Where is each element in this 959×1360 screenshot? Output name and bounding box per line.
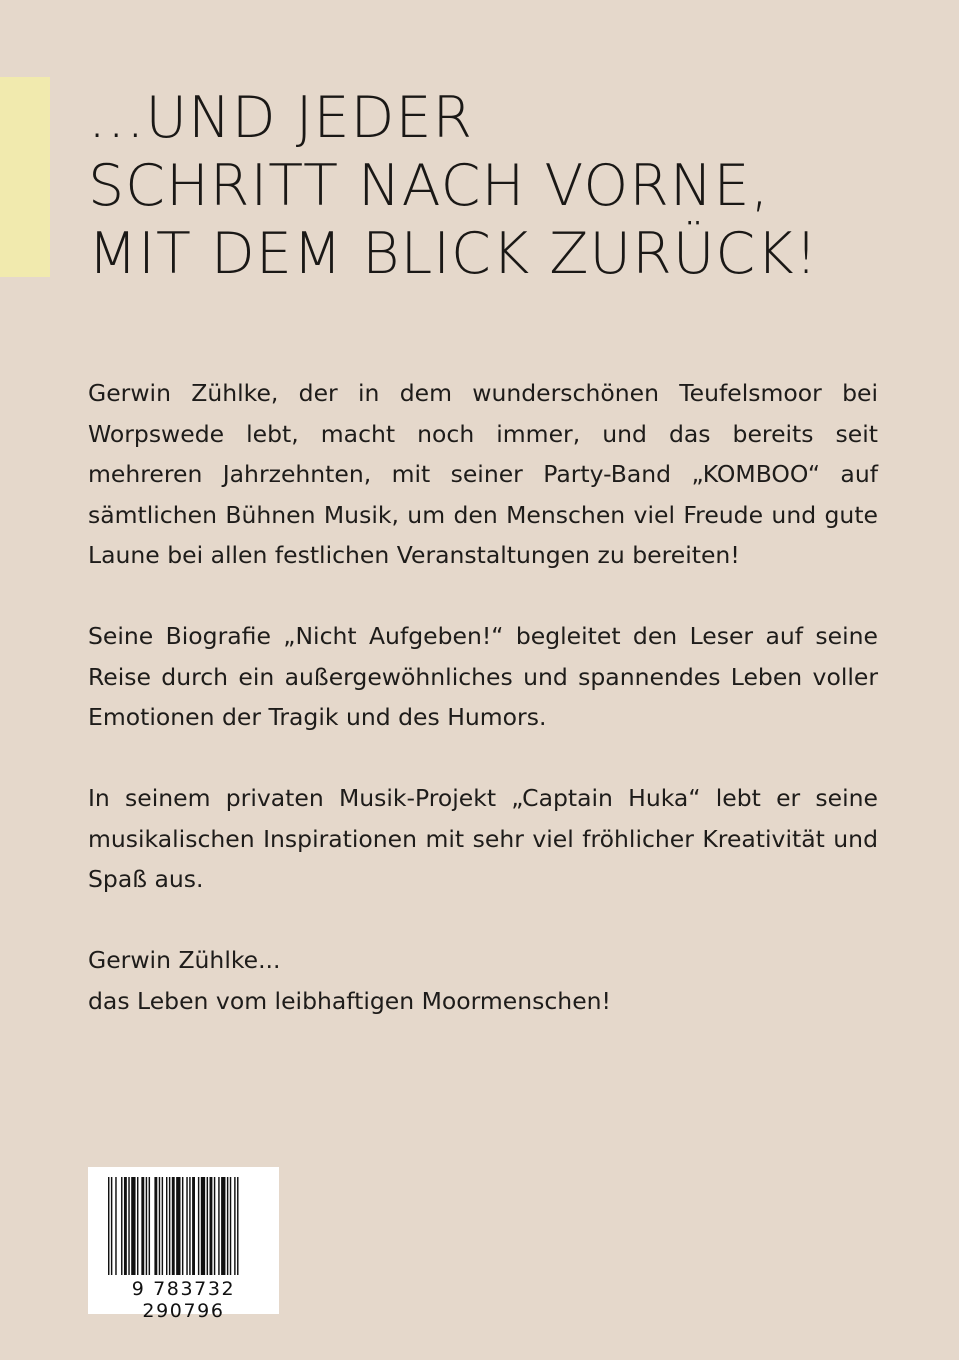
barcode-stripe	[169, 1177, 170, 1275]
barcode-stripe	[218, 1177, 219, 1275]
barcode-stripe	[172, 1177, 175, 1275]
closing-line-1: Gerwin Zühlke...	[88, 946, 281, 974]
barcode-stripe	[159, 1177, 160, 1275]
headline-line-3: MIT DEM BLICK ZURÜCK!	[88, 221, 819, 287]
barcode-stripe	[230, 1177, 231, 1275]
barcode-stripe	[121, 1177, 122, 1275]
barcode-stripe	[201, 1177, 205, 1275]
barcode-stripe	[227, 1177, 228, 1275]
isbn-digits: 9 783732 290796	[131, 1278, 236, 1322]
barcode-stripe	[207, 1177, 208, 1275]
barcode-stripe	[137, 1177, 138, 1275]
barcode-stripe	[189, 1177, 190, 1275]
closing-line-2: das Leben vom leibhaftigen Moormenschen!	[88, 986, 611, 1015]
barcode-stripe	[108, 1177, 109, 1275]
headline	[88, 84, 928, 288]
barcode-stripe	[198, 1177, 199, 1275]
paragraph-biography: Seine Biografie „Nicht Aufgeben!“ begleitet den Leser auf seine Reise durch ein außergewöhnliches und spannendes Leben voller Emotionen der Tragik und des Humors.	[88, 622, 878, 731]
barcode-stripe	[186, 1177, 187, 1275]
blurb-text	[88, 373, 878, 1021]
barcode-stripe	[128, 1177, 129, 1275]
barcode-stripe	[141, 1177, 144, 1275]
barcode-stripe	[221, 1177, 225, 1275]
barcode-stripe	[210, 1177, 213, 1275]
paragraph-music-project: In seinem privaten Musik-Projekt „Captain Huka“ lebt er seine musikalischen Inspirationen mit sehr viel fröhlicher Kreativität und Spaß aus.	[88, 784, 878, 893]
barcode-stripe	[154, 1177, 157, 1275]
barcode-stripe	[111, 1177, 112, 1275]
barcode-stripe	[124, 1177, 127, 1275]
barcode-stripe	[131, 1177, 135, 1275]
barcode-stripe	[162, 1177, 163, 1275]
barcode-stripe	[146, 1177, 147, 1275]
paragraph-intro: Gerwin Zühlke, der in dem wunderschönen Teufelsmoor bei Worpswede lebt, macht noch immer, und das bereits seit mehreren Jahrzehnten, mit seiner Party-Band „KOMBOO“ auf sämtlichen Bühnen Musik, um den Menschen viel Freude und gute Laune bei allen festlichen Veranstaltungen zu bereiten!	[88, 379, 878, 569]
barcode-icon	[88, 1167, 279, 1279]
barcode-stripe	[166, 1177, 167, 1275]
barcode-stripe	[176, 1177, 180, 1275]
barcode	[88, 1167, 279, 1322]
barcode-stripe	[192, 1177, 195, 1275]
barcode-stripe	[214, 1177, 215, 1275]
barcode-stripe	[182, 1177, 183, 1275]
accent-bar	[0, 77, 50, 277]
barcode-stripe	[234, 1177, 235, 1275]
headline-line-2: SCHRITT NACH VORNE,	[88, 153, 770, 219]
barcode-stripe	[115, 1177, 116, 1275]
paragraph-closing	[88, 940, 878, 1021]
headline-line-1: ...UND JEDER	[88, 85, 474, 151]
barcode-stripe	[149, 1177, 150, 1275]
barcode-stripe	[237, 1177, 238, 1275]
